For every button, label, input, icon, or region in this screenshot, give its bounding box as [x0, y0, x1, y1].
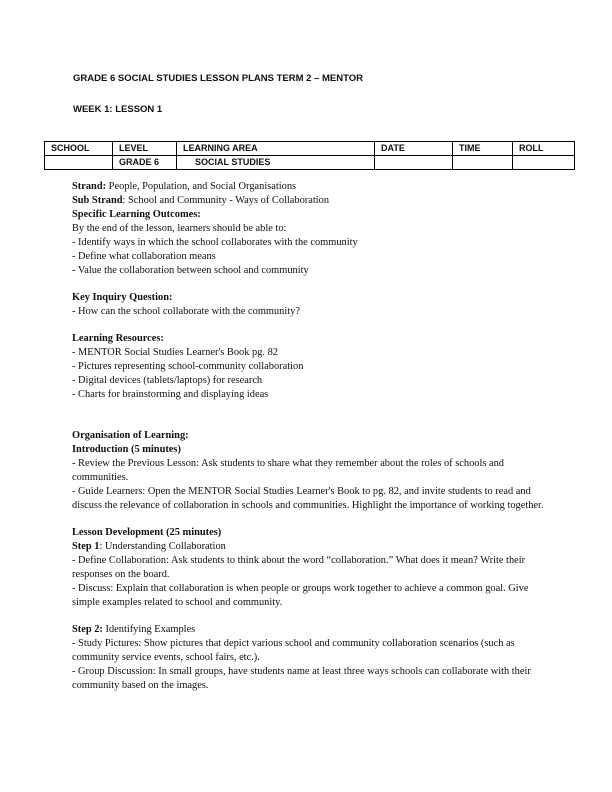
list-item: - Identify ways in which the school collaborates with the community	[72, 237, 358, 248]
step2-label: Step 2:	[72, 624, 103, 635]
list-item: - Define what collaboration means	[72, 251, 216, 262]
introduction-heading: Introduction (5 minutes)	[72, 444, 181, 455]
outcomes-heading: Specific Learning Outcomes:	[72, 209, 201, 220]
substrand-line	[72, 194, 547, 208]
strand-line	[72, 180, 547, 194]
list-item: - Group Discussion: In small groups, have students name at least three ways schools can collaborate with their community based on the images.	[72, 666, 531, 691]
document-title: GRADE 6 SOCIAL STUDIES LESSON PLANS TERM 2 – MENTOR	[73, 73, 363, 84]
list-item: - Charts for brainstorming and displaying ideas	[72, 389, 269, 400]
header-cell-level: LEVEL	[113, 142, 177, 156]
list-item: - Digital devices (tablets/laptops) for research	[72, 375, 263, 386]
header-cell-learning-area: LEARNING AREA	[177, 142, 375, 156]
header-cell-time: TIME	[453, 142, 513, 156]
cell-time	[453, 156, 513, 170]
key-inquiry-heading: Key Inquiry Question:	[72, 292, 173, 303]
list-item: - Define Collaboration: Ask students to think about the word “collaboration.” What does it mean? Write their responses on the board.	[72, 555, 526, 580]
substrand-label: Sub Strand	[72, 195, 123, 206]
resources-heading: Learning Resources:	[72, 333, 164, 344]
lesson-body	[72, 180, 547, 693]
list-item: - Discuss: Explain that collaboration is when people or groups work together to achieve a common goal. Give simple examples related to school and community.	[72, 583, 529, 608]
step1-label: Step 1	[72, 541, 100, 552]
list-item: - MENTOR Social Studies Learner's Book pg. 82	[72, 347, 279, 358]
key-inquiry-question: - How can the school collaborate with the community?	[72, 306, 300, 317]
development-heading: Lesson Development (25 minutes)	[72, 527, 222, 538]
header-cell-date: DATE	[375, 142, 453, 156]
cell-school	[45, 156, 113, 170]
table-row	[45, 156, 575, 170]
cell-level: GRADE 6	[113, 156, 177, 170]
cell-date	[375, 156, 453, 170]
organisation-heading: Organisation of Learning:	[72, 430, 189, 441]
strand-value: People, Population, and Social Organisations	[106, 181, 297, 192]
lesson-info-table	[44, 141, 575, 170]
step2-line	[72, 623, 547, 637]
strand-label: Strand:	[72, 181, 107, 192]
step2-title: Identifying Examples	[102, 624, 196, 635]
cell-learning-area: SOCIAL STUDIES	[177, 156, 375, 170]
list-item: - Value the collaboration between school and community	[72, 265, 309, 276]
list-item: - Pictures representing school-community collaboration	[72, 361, 304, 372]
step1-line	[72, 540, 547, 554]
header-cell-roll: ROLL	[513, 142, 575, 156]
list-item: - Study Pictures: Show pictures that depict various school and community collaboration scenarios (such as community service events, school fairs, etc.).	[72, 638, 515, 663]
step1-title: : Understanding Collaboration	[99, 541, 226, 552]
table-header-row	[45, 142, 575, 156]
substrand-value: : School and Community - Ways of Collaboration	[122, 195, 330, 206]
week-lesson-title: WEEK 1: LESSON 1	[73, 104, 163, 115]
outcomes-intro: By the end of the lesson, learners should be able to:	[72, 223, 287, 234]
header-cell-school: SCHOOL	[45, 142, 113, 156]
cell-roll	[513, 156, 575, 170]
list-item: - Review the Previous Lesson: Ask students to share what they remember about the roles of schools and communities.	[72, 458, 504, 483]
list-item: - Guide Learners: Open the MENTOR Social Studies Learner's Book to pg. 82, and invite students to read and discuss the relevance of collaboration in schools and communities. Highlight the importance of working together.	[72, 486, 544, 511]
